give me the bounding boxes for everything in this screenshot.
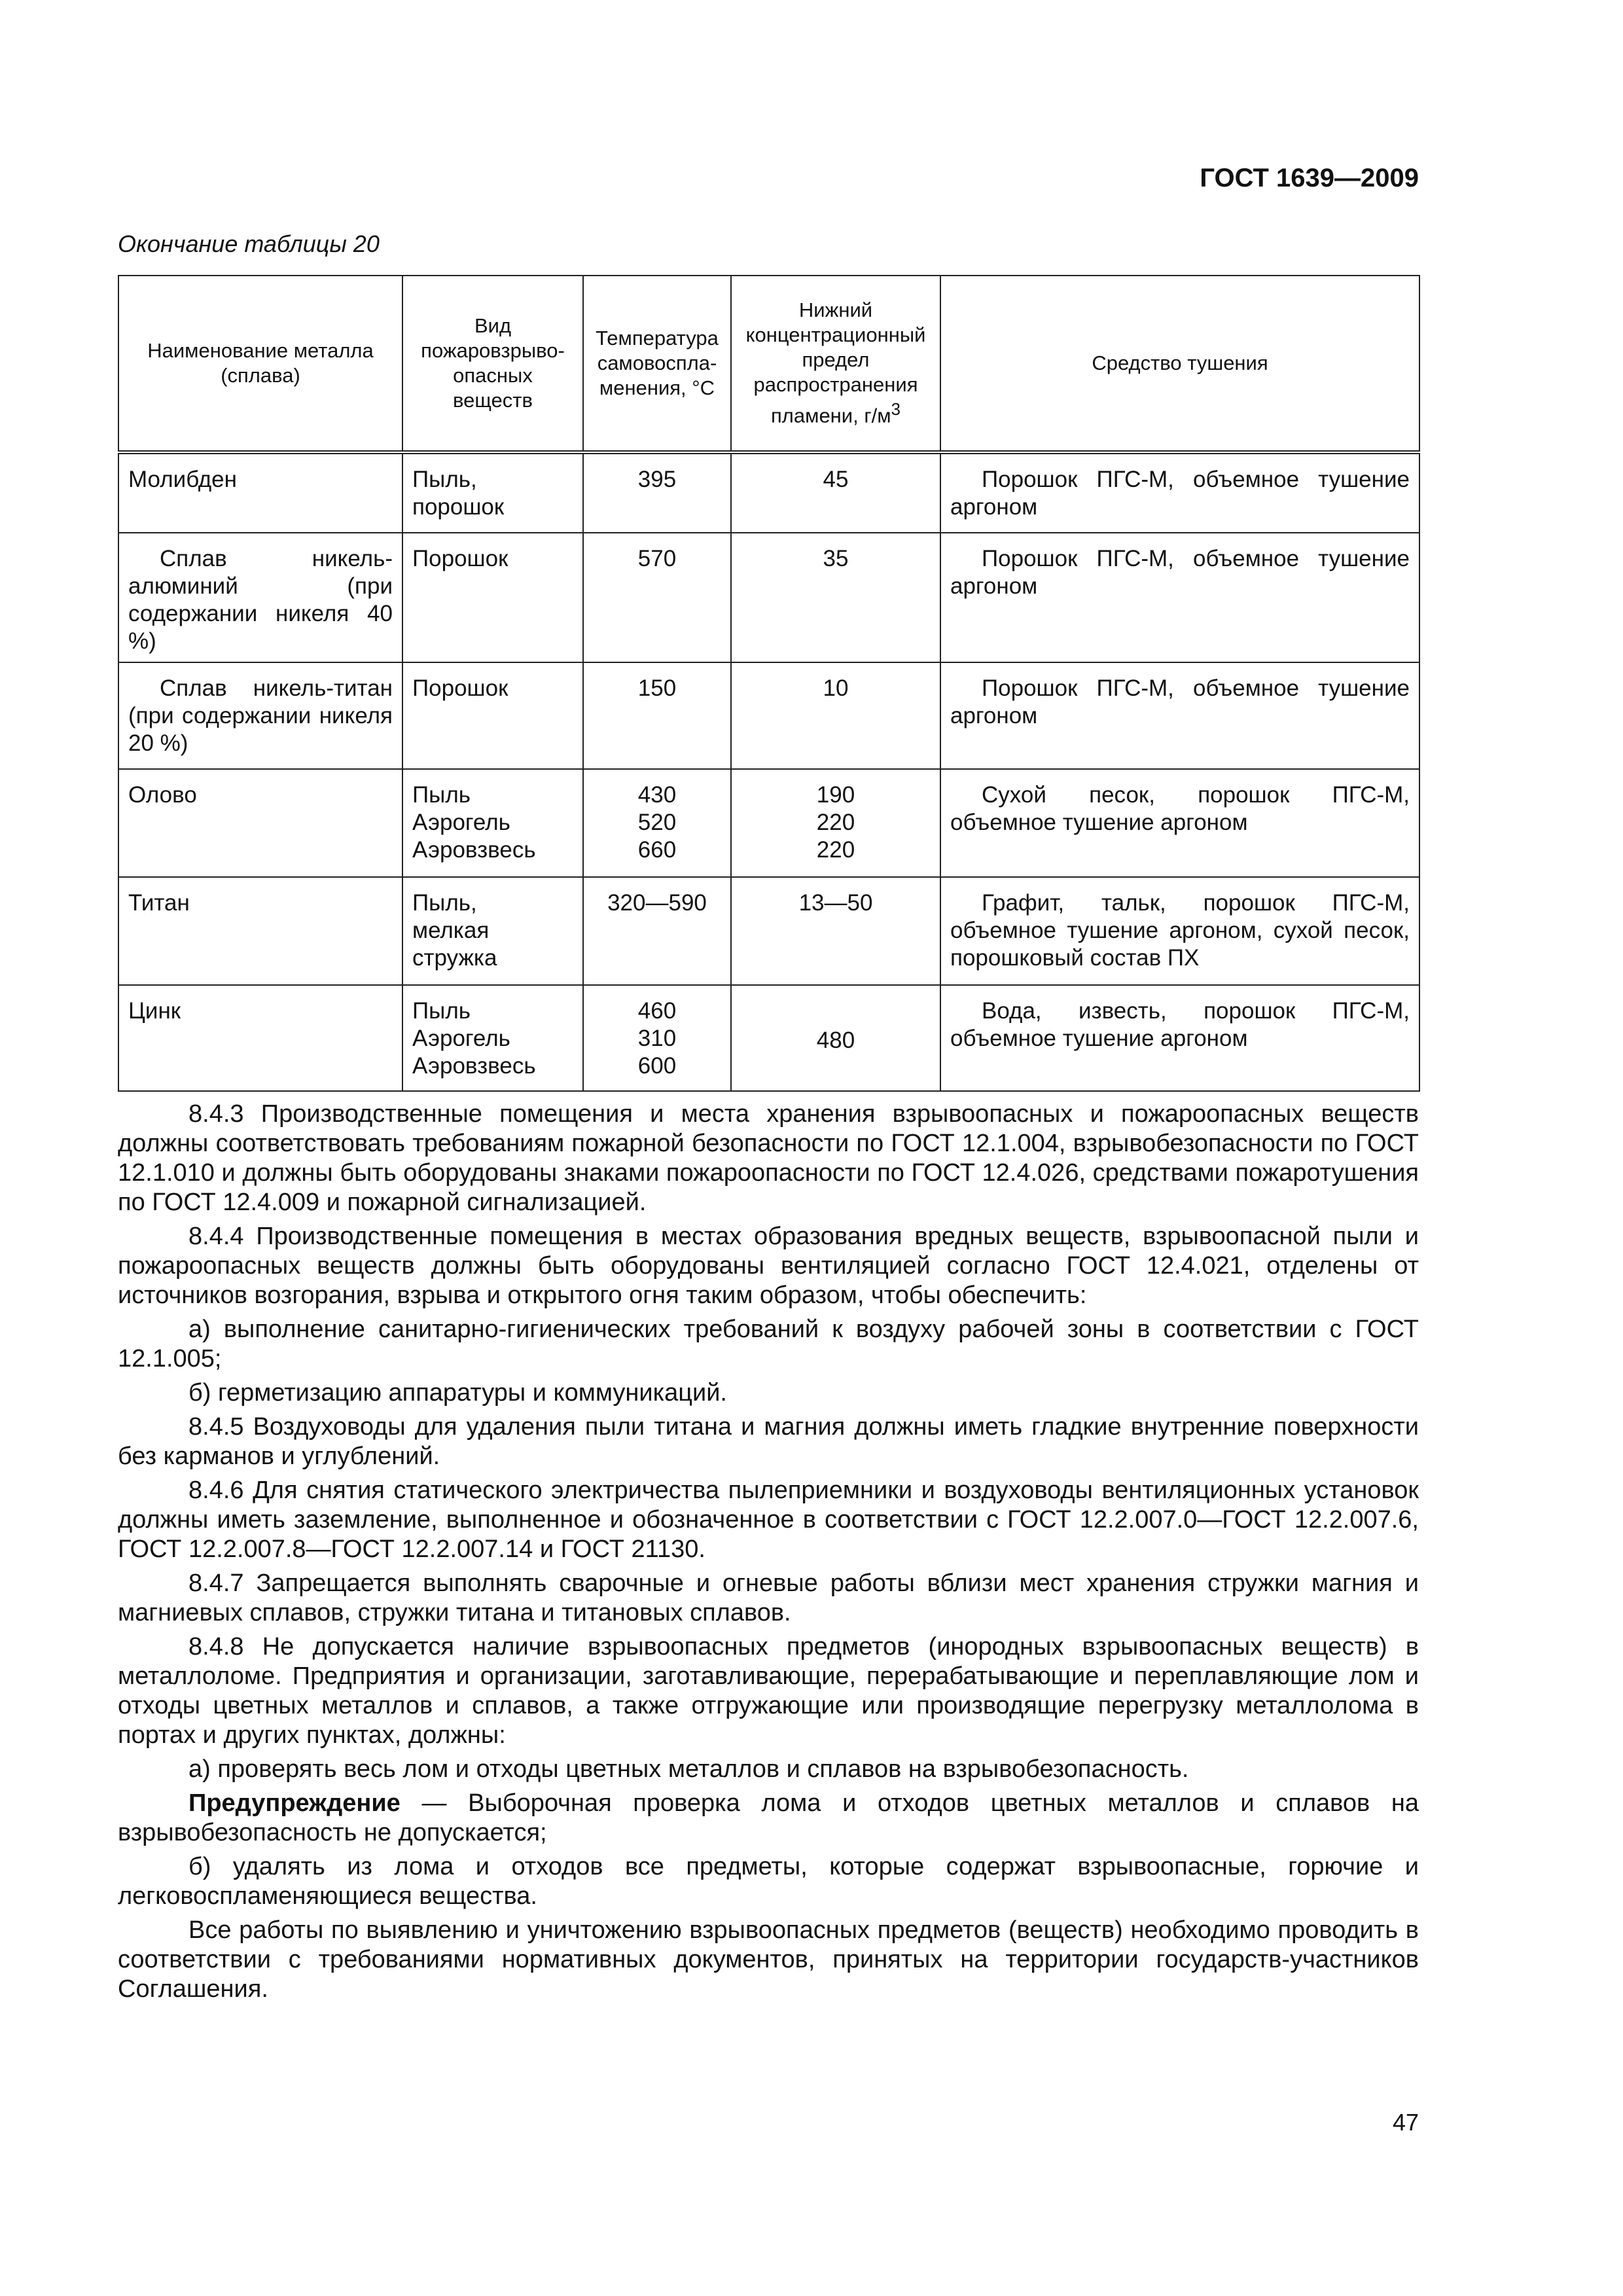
header-lower-flame-limit bbox=[731, 276, 940, 452]
table-row bbox=[118, 985, 1419, 1091]
cell-metal-name: Олово bbox=[118, 769, 402, 877]
table-row bbox=[118, 452, 1419, 533]
cell-metal-name: Молибден bbox=[118, 452, 402, 533]
list-item-8-4-4-a: а) выполнение санитарно-гигиенических требований к воздуху рабочей зоны в соответствии с ГОСТ 12.1.005; bbox=[118, 1316, 1419, 1372]
table-header-row bbox=[118, 276, 1419, 452]
substance-type-line: Порошок bbox=[412, 546, 508, 571]
cell-extinguishing-agent: Порошок ПГС-М, объемное тушение аргоном bbox=[940, 533, 1419, 662]
page-number: 47 bbox=[1392, 2109, 1419, 2136]
flame-limit-value: 13—50 bbox=[798, 890, 873, 916]
header-substance-type: Вид пожаровзрыво-опасных веществ bbox=[402, 276, 583, 452]
body-text bbox=[118, 1100, 1419, 2009]
temperature-value: 310 bbox=[637, 1026, 677, 1051]
cell-metal-name: Сплав никель-алюминий (при содержании никеля 40 %) bbox=[118, 533, 402, 662]
list-item-8-4-8-b: б) удалять из лома и отходов все предметы, которые содержат взрывоопасные, горючие и легковоспламеняющиеся вещества. bbox=[118, 1853, 1419, 1910]
flame-limit-value: 220 bbox=[816, 810, 855, 835]
list-item-8-4-4-b: б) герметизацию аппаратуры и коммуникаций. bbox=[188, 1379, 727, 1407]
temperature-value: 660 bbox=[637, 837, 677, 863]
table-caption: Окончание таблицы 20 bbox=[118, 230, 380, 257]
substance-type-line: Аэровзвесь bbox=[412, 1053, 536, 1079]
temperature-value: 320—590 bbox=[607, 890, 707, 916]
temperature-value: 460 bbox=[637, 998, 677, 1024]
temperature-value: 430 bbox=[637, 782, 677, 808]
cell-metal-name: Цинк bbox=[118, 985, 402, 1091]
substance-type-line: Пыль bbox=[412, 782, 471, 808]
temperature-value: 600 bbox=[637, 1053, 677, 1079]
header-metal-name: Наименование металла (сплава) bbox=[118, 276, 402, 452]
cell-lower-flame-limit bbox=[731, 877, 940, 985]
flame-limit-value: 10 bbox=[823, 675, 849, 701]
substance-type-line: мелкая bbox=[412, 918, 490, 943]
temperature-value: 520 bbox=[637, 810, 677, 835]
paragraph-8-4-7: 8.4.7 Запрещается выполнять сварочные и огневые работы вблизи мест хранения стружки магния и магниевых сплавов, стружки титана и титановых сплавов. bbox=[118, 1570, 1419, 1626]
cell-lower-flame-limit bbox=[731, 985, 940, 1091]
paragraph-8-4-4: 8.4.4 Производственные помещения в местах образования вредных веществ, взрывоопасной пыли и пожароопасных веществ должны быть оборудованы вентиляцией согласно ГОСТ 12.4.021, отделены от источников возгорания, взрыва и открытого огня таким образом, чтобы обеспечить: bbox=[118, 1223, 1419, 1309]
cell-extinguishing-agent: Вода, известь, порошок ПГС-М, объемное тушение аргоном bbox=[940, 985, 1419, 1091]
cell-ignition-temperature bbox=[583, 877, 731, 985]
header-lower-flame-limit-text: Нижний концентрационный предел распространения пламени, г/м bbox=[745, 298, 926, 427]
cell-extinguishing-agent: Графит, тальк, порошок ПГС-М, объемное тушение аргоном, сухой песок, порошковый состав ПХ bbox=[940, 877, 1419, 985]
metals-fire-table bbox=[118, 275, 1420, 1092]
substance-type-line: Пыль, bbox=[412, 467, 477, 492]
cell-lower-flame-limit bbox=[731, 533, 940, 662]
warning-note bbox=[118, 1789, 1419, 1848]
cell-substance-type bbox=[402, 452, 583, 533]
cell-ignition-temperature bbox=[583, 533, 731, 662]
table-row bbox=[118, 533, 1419, 662]
list-item-8-4-8-a: а) проверять весь лом и отходы цветных металлов и сплавов на взрывобезопасность. bbox=[188, 1755, 1189, 1783]
cell-lower-flame-limit bbox=[731, 769, 940, 877]
substance-type-line: Пыль, bbox=[412, 890, 477, 916]
cell-substance-type bbox=[402, 877, 583, 985]
document-header: ГОСТ 1639—2009 bbox=[1200, 164, 1419, 192]
cell-substance-type bbox=[402, 769, 583, 877]
paragraph-8-4-6: 8.4.6 Для снятия статического электричества пылеприемники и воздуховоды вентиляционных установок должны иметь заземление, выполненное и обозначенное в соответствии с ГОСТ 12.2.007.0—ГОСТ 12.2.007.6, ГОСТ 12.2.007.8—ГОСТ 12.2.007.14 и ГОСТ 21130. bbox=[118, 1477, 1419, 1563]
cell-substance-type bbox=[402, 662, 583, 769]
substance-type-line: стружка bbox=[412, 945, 497, 971]
substance-type-line: порошок bbox=[412, 494, 505, 520]
warning-label: Предупреждение bbox=[188, 1789, 401, 1817]
header-unit-superscript: 3 bbox=[891, 401, 901, 420]
paragraph-8-4-3: 8.4.3 Производственные помещения и места хранения взрывоопасных и пожароопасных веществ должны соответствовать требованиям пожарной безопасности по ГОСТ 12.1.004, взрывобезопасности по ГОСТ 12.1.010 и должны быть оборудованы знаками пожароопасности по ГОСТ 12.4.026, средствами пожаротушения по ГОСТ 12.4.009 и пожарной сигнализацией. bbox=[118, 1100, 1419, 1216]
substance-type-line: Аэровзвесь bbox=[412, 837, 536, 863]
cell-ignition-temperature bbox=[583, 769, 731, 877]
cell-substance-type bbox=[402, 985, 583, 1091]
temperature-value: 395 bbox=[637, 467, 677, 492]
header-extinguishing-agent: Средство тушения bbox=[940, 276, 1419, 452]
flame-limit-value: 190 bbox=[816, 782, 855, 808]
cell-ignition-temperature bbox=[583, 985, 731, 1091]
flame-limit-value: 220 bbox=[816, 837, 855, 863]
cell-ignition-temperature bbox=[583, 452, 731, 533]
final-paragraph: Все работы по выявлению и уничтожению взрывоопасных предметов (веществ) необходимо проводить в соответствии с требованиями нормативных документов, принятых на территории государств-участников Соглашения. bbox=[118, 1916, 1419, 2003]
cell-ignition-temperature bbox=[583, 662, 731, 769]
cell-metal-name: Титан bbox=[118, 877, 402, 985]
table-row bbox=[118, 662, 1419, 769]
flame-limit-value: 480 bbox=[816, 1028, 855, 1053]
table-row bbox=[118, 877, 1419, 985]
cell-extinguishing-agent: Порошок ПГС-М, объемное тушение аргоном bbox=[940, 452, 1419, 533]
substance-type-line: Аэрогель bbox=[412, 810, 510, 835]
flame-limit-value: 45 bbox=[823, 467, 849, 492]
cell-lower-flame-limit bbox=[731, 452, 940, 533]
cell-lower-flame-limit bbox=[731, 662, 940, 769]
paragraph-8-4-5: 8.4.5 Воздуховоды для удаления пыли титана и магния должны иметь гладкие внутренние поверхности без карманов и углублений. bbox=[118, 1413, 1419, 1470]
temperature-value: 570 bbox=[637, 546, 677, 571]
cell-substance-type bbox=[402, 533, 583, 662]
substance-type-line: Пыль bbox=[412, 998, 471, 1024]
cell-extinguishing-agent: Сухой песок, порошок ПГС-М, объемное тушение аргоном bbox=[940, 769, 1419, 877]
cell-extinguishing-agent: Порошок ПГС-М, объемное тушение аргоном bbox=[940, 662, 1419, 769]
substance-type-line: Аэрогель bbox=[412, 1026, 510, 1051]
temperature-value: 150 bbox=[637, 675, 677, 701]
header-ignition-temperature: Температура самовоспла-менения, °С bbox=[583, 276, 731, 452]
flame-limit-value: 35 bbox=[823, 546, 849, 571]
table-row bbox=[118, 769, 1419, 877]
cell-metal-name: Сплав никель-титан (при содержании никеля 20 %) bbox=[118, 662, 402, 769]
paragraph-8-4-8: 8.4.8 Не допускается наличие взрывоопасных предметов (инородных взрывоопасных веществ) в металлоломе. Предприятия и организации, заготавливающие, перерабатывающие и переплавляющие лом и отходы цветных металлов и сплавов, а также отгружающие или производящие перегрузку металлолома в портах и других пунктах, должны: bbox=[118, 1633, 1419, 1749]
warning-text: — Выборочная проверка лома и отходов цветных металлов и сплавов на взрывобезопасность не допускается; bbox=[118, 1789, 1419, 1846]
substance-type-line: Порошок bbox=[412, 675, 508, 701]
